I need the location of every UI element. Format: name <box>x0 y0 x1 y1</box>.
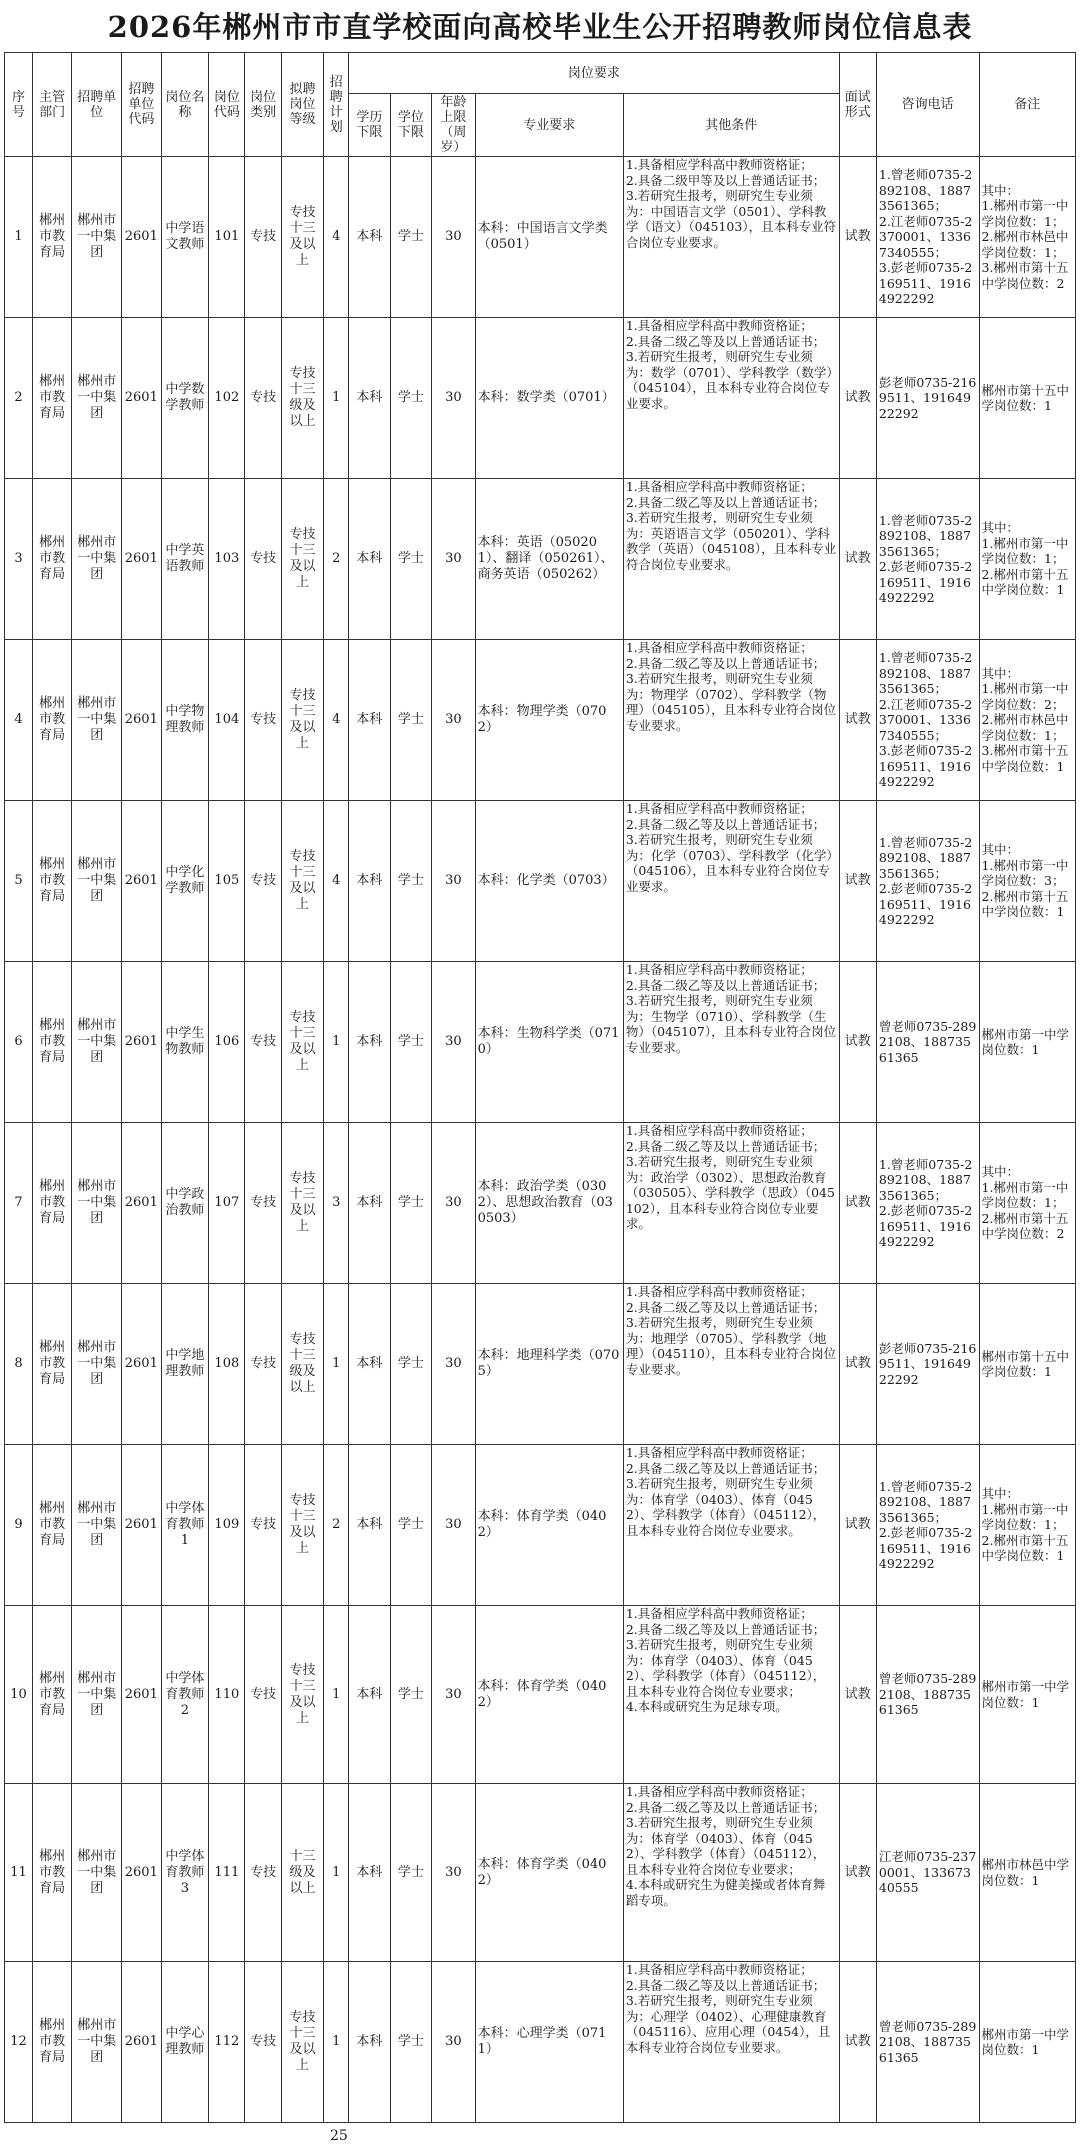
cell-dept: 郴州市教育局 <box>32 962 71 1123</box>
cell-post-level: 专技十三及以上 <box>281 1606 324 1784</box>
cell-note: 其中： 1.郴州市第一中学岗位数：2； 2.郴州市林邑中学岗位数：1； 3.郴州市第十五中学岗位数：1 <box>979 640 1076 801</box>
cell-edu: 本科 <box>349 1606 390 1784</box>
cell-interview: 试教 <box>839 801 876 962</box>
cell-post-name: 中学语文教师 <box>161 157 209 318</box>
cell-interview: 试教 <box>839 1606 876 1784</box>
page-title: 2026年郴州市市直学校面向高校毕业生公开招聘教师岗位信息表 <box>107 10 973 44</box>
cell-post-code: 112 <box>209 1962 245 2123</box>
cell-unit-code: 2601 <box>122 1962 161 2123</box>
cell-age: 30 <box>432 640 476 801</box>
cell-plan: 1 <box>324 1962 349 2123</box>
cell-edu: 本科 <box>349 1962 390 2123</box>
cell-degree: 学士 <box>390 1445 431 1606</box>
cell-other: 1.具备相应学科高中教师资格证； 2.具备二级乙等及以上普通话证书； 3.若研究生报考，则研究生专业须为：体育学（0403）、体育（0452）、学科教学（体育）（045112），且本科专业符合岗位专业要求； 4.本科或研究生为足球专项。 <box>623 1606 839 1784</box>
cell-unit: 郴州市一中集团 <box>72 640 122 801</box>
cell-interview: 试教 <box>839 318 876 479</box>
cell-other: 1.具备相应学科高中教师资格证； 2.具备二级乙等及以上普通话证书； 3.若研究生报考，则研究生专业须为：英语语言文学（050201）、学科教学（英语）（045108），且本科专业符合岗位专业要求。 <box>623 479 839 640</box>
table-row <box>5 1123 1076 1284</box>
cell-post-type: 专技 <box>245 157 281 318</box>
cell-post-type: 专技 <box>245 1445 281 1606</box>
cell-post-level: 专技十三及以上 <box>281 640 324 801</box>
cell-interview: 试教 <box>839 157 876 318</box>
cell-major: 本科：心理学类（0711） <box>475 1962 623 2123</box>
cell-major: 本科：政治学类（0302）、思想政治教育（030503） <box>475 1123 623 1284</box>
cell-other: 1.具备相应学科高中教师资格证； 2.具备二级乙等及以上普通话证书； 3.若研究生报考，则研究生专业须为：物理学（0702）、学科教学（物理）（045105），且本科专业符合岗位专业要求。 <box>623 640 839 801</box>
cell-note: 其中： 1.郴州市第一中学岗位数：1； 2.郴州市第十五中学岗位数：2 <box>979 1123 1076 1284</box>
cell-phone: 1.曾老师0735-2892108、18873561365； 2.江老师0735-2370001、13367340555； 3.彭老师0735-2169511、19164922292 <box>876 157 979 318</box>
cell-phone: 1.曾老师0735-2892108、18873561365； 2.彭老师0735-2169511、19164922292 <box>876 801 979 962</box>
cell-dept: 郴州市教育局 <box>32 157 71 318</box>
table-row <box>5 962 1076 1123</box>
cell-unit-code: 2601 <box>122 1284 161 1445</box>
table-body <box>5 157 1076 2123</box>
cell-phone: 1.曾老师0735-2892108、18873561365； 2.彭老师0735-2169511、19164922292 <box>876 1445 979 1606</box>
cell-post-type: 专技 <box>245 479 281 640</box>
cell-other: 1.具备相应学科高中教师资格证； 2.具备二级乙等及以上普通话证书； 3.若研究生报考，则研究生专业须为：心理学（0402）、心理健康教育（045116）、应用心理（0454），且本科专业符合岗位专业要求。 <box>623 1962 839 2123</box>
cell-unit: 郴州市一中集团 <box>72 318 122 479</box>
cell-note: 郴州市第一中学岗位数：1 <box>979 1962 1076 2123</box>
header-plan: 招聘计划 <box>324 53 349 157</box>
cell-edu: 本科 <box>349 157 390 318</box>
table-row <box>5 1445 1076 1606</box>
cell-post-name: 中学英语教师 <box>161 479 209 640</box>
header-requirements: 岗位要求 <box>349 53 839 94</box>
cell-post-type: 专技 <box>245 640 281 801</box>
cell-degree: 学士 <box>390 801 431 962</box>
cell-major: 本科：生物科学类（0710） <box>475 962 623 1123</box>
cell-post-name: 中学体育教师3 <box>161 1784 209 1962</box>
cell-post-name: 中学体育教师1 <box>161 1445 209 1606</box>
table-row <box>5 1962 1076 2123</box>
cell-degree: 学士 <box>390 1606 431 1784</box>
cell-plan: 4 <box>324 157 349 318</box>
cell-post-type: 专技 <box>245 1606 281 1784</box>
cell-interview: 试教 <box>839 1962 876 2123</box>
cell-post-type: 专技 <box>245 1784 281 1962</box>
cell-dept: 郴州市教育局 <box>32 640 71 801</box>
cell-post-name: 中学化学教师 <box>161 801 209 962</box>
cell-plan: 1 <box>324 962 349 1123</box>
cell-plan: 2 <box>324 1445 349 1606</box>
cell-other: 1.具备相应学科高中教师资格证； 2.具备二级乙等及以上普通话证书； 3.若研究生报考，则研究生专业须为：地理学（0705）、学科教学（地理）（045110），且本科专业符合岗位专业要求。 <box>623 1284 839 1445</box>
cell-degree: 学士 <box>390 479 431 640</box>
cell-degree: 学士 <box>390 962 431 1123</box>
cell-plan: 2 <box>324 479 349 640</box>
cell-degree: 学士 <box>390 640 431 801</box>
table-row <box>5 479 1076 640</box>
cell-plan: 1 <box>324 1284 349 1445</box>
cell-post-level: 专技十三及以上 <box>281 157 324 318</box>
cell-plan: 1 <box>324 1784 349 1962</box>
cell-edu: 本科 <box>349 962 390 1123</box>
cell-post-level: 专技十三及以上 <box>281 801 324 962</box>
cell-seq: 12 <box>5 1962 33 2123</box>
cell-post-code: 104 <box>209 640 245 801</box>
cell-dept: 郴州市教育局 <box>32 1606 71 1784</box>
cell-post-level: 专技十三及以上 <box>281 1962 324 2123</box>
cell-age: 30 <box>432 1284 476 1445</box>
cell-unit: 郴州市一中集团 <box>72 157 122 318</box>
cell-dept: 郴州市教育局 <box>32 1123 71 1284</box>
header-row <box>5 53 1076 94</box>
cell-major: 本科：体育学类（0402） <box>475 1606 623 1784</box>
cell-note: 郴州市林邑中学岗位数：1 <box>979 1784 1076 1962</box>
cell-age: 30 <box>432 1784 476 1962</box>
cell-unit: 郴州市一中集团 <box>72 1445 122 1606</box>
header-seq: 序号 <box>5 53 33 157</box>
cell-seq: 5 <box>5 801 33 962</box>
cell-phone: 彭老师0735-2169511、19164922292 <box>876 318 979 479</box>
cell-post-type: 专技 <box>245 801 281 962</box>
cell-seq: 10 <box>5 1606 33 1784</box>
cell-phone: 曾老师0735-2892108、18873561365 <box>876 962 979 1123</box>
header-post-level: 拟聘岗位等级 <box>281 53 324 157</box>
cell-age: 30 <box>432 157 476 318</box>
cell-major: 本科：数学类（0701） <box>475 318 623 479</box>
cell-plan: 4 <box>324 640 349 801</box>
table-row <box>5 157 1076 318</box>
cell-degree: 学士 <box>390 1962 431 2123</box>
cell-age: 30 <box>432 1962 476 2123</box>
cell-post-code: 111 <box>209 1784 245 1962</box>
cell-post-code: 107 <box>209 1123 245 1284</box>
cell-major: 本科：中国语言文学类（0501） <box>475 157 623 318</box>
cell-unit: 郴州市一中集团 <box>72 962 122 1123</box>
table-row <box>5 318 1076 479</box>
cell-note: 郴州市第一中学岗位数：1 <box>979 962 1076 1123</box>
cell-edu: 本科 <box>349 801 390 962</box>
header-other: 其他条件 <box>623 94 839 157</box>
cell-edu: 本科 <box>349 1445 390 1606</box>
cell-seq: 7 <box>5 1123 33 1284</box>
cell-phone: 江老师0735-2370001、13367340555 <box>876 1784 979 1962</box>
cell-post-level: 专技十三及以上 <box>281 962 324 1123</box>
cell-edu: 本科 <box>349 640 390 801</box>
cell-interview: 试教 <box>839 640 876 801</box>
cell-seq: 2 <box>5 318 33 479</box>
cell-post-name: 中学心理教师 <box>161 1962 209 2123</box>
cell-major: 本科：体育学类（0402） <box>475 1445 623 1606</box>
cell-other: 1.具备相应学科高中教师资格证； 2.具备二级甲等及以上普通话证书； 3.若研究生报考，则研究生专业须为：中国语言文学（0501）、学科教学（语文）（045103），且本科专业符合岗位专业要求。 <box>623 157 839 318</box>
cell-other: 1.具备相应学科高中教师资格证； 2.具备二级乙等及以上普通话证书； 3.若研究生报考，则研究生专业须为：政治学（0302）、思想政治教育（030505）、学科教学（思政）（045102），且本科专业符合岗位专业要求。 <box>623 1123 839 1284</box>
table-row <box>5 1784 1076 1962</box>
cell-degree: 学士 <box>390 1784 431 1962</box>
cell-phone: 曾老师0735-2892108、18873561365 <box>876 1606 979 1784</box>
cell-unit: 郴州市一中集团 <box>72 479 122 640</box>
cell-post-level: 专技十三级及以上 <box>281 1284 324 1445</box>
cell-edu: 本科 <box>349 318 390 479</box>
cell-phone: 曾老师0735-2892108、18873561365 <box>876 1962 979 2123</box>
cell-note: 郴州市第十五中学岗位数：1 <box>979 318 1076 479</box>
cell-unit-code: 2601 <box>122 962 161 1123</box>
cell-other: 1.具备相应学科高中教师资格证； 2.具备二级乙等及以上普通话证书； 3.若研究生报考，则研究生专业须为：体育学（0403）、体育（0452）、学科教学（体育）（045112），且本科专业符合岗位专业要求。 <box>623 1445 839 1606</box>
table-row <box>5 801 1076 962</box>
cell-degree: 学士 <box>390 157 431 318</box>
cell-dept: 郴州市教育局 <box>32 1962 71 2123</box>
cell-post-type: 专技 <box>245 1123 281 1284</box>
header-phone: 咨询电话 <box>876 53 979 157</box>
cell-unit-code: 2601 <box>122 1123 161 1284</box>
cell-unit-code: 2601 <box>122 1606 161 1784</box>
cell-post-level: 专技十三及以上 <box>281 1445 324 1606</box>
cell-post-name: 中学地理教师 <box>161 1284 209 1445</box>
cell-other: 1.具备相应学科高中教师资格证； 2.具备二级乙等及以上普通话证书； 3.若研究生报考，则研究生专业须为：化学（0703）、学科教学（化学）（045106），且本科专业符合岗位专业要求。 <box>623 801 839 962</box>
cell-post-code: 102 <box>209 318 245 479</box>
cell-interview: 试教 <box>839 1784 876 1962</box>
cell-post-type: 专技 <box>245 962 281 1123</box>
cell-phone: 1.曾老师0735-2892108、18873561365； 2.江老师0735-2370001、13367340555； 3.彭老师0735-2169511、19164922292 <box>876 640 979 801</box>
table-row <box>5 1284 1076 1445</box>
cell-age: 30 <box>432 1123 476 1284</box>
cell-interview: 试教 <box>839 1123 876 1284</box>
cell-dept: 郴州市教育局 <box>32 801 71 962</box>
header-post-code: 岗位代码 <box>209 53 245 157</box>
cell-phone: 1.曾老师0735-2892108、18873561365； 2.彭老师0735-2169511、19164922292 <box>876 1123 979 1284</box>
header-interview: 面试形式 <box>839 53 876 157</box>
cell-unit: 郴州市一中集团 <box>72 1784 122 1962</box>
cell-edu: 本科 <box>349 1284 390 1445</box>
cell-edu: 本科 <box>349 1123 390 1284</box>
cell-unit: 郴州市一中集团 <box>72 1962 122 2123</box>
cell-unit-code: 2601 <box>122 801 161 962</box>
cell-seq: 8 <box>5 1284 33 1445</box>
cell-interview: 试教 <box>839 479 876 640</box>
cell-unit-code: 2601 <box>122 1784 161 1962</box>
cell-post-code: 103 <box>209 479 245 640</box>
recruitment-table <box>4 52 1076 2123</box>
header-dept: 主管部门 <box>32 53 71 157</box>
header-post-type: 岗位类别 <box>245 53 281 157</box>
cell-post-code: 105 <box>209 801 245 962</box>
cell-dept: 郴州市教育局 <box>32 1784 71 1962</box>
cell-dept: 郴州市教育局 <box>32 1445 71 1606</box>
cell-post-code: 101 <box>209 157 245 318</box>
cell-post-code: 109 <box>209 1445 245 1606</box>
cell-major: 本科：体育学类（0402） <box>475 1784 623 1962</box>
header-edu: 学历下限 <box>349 94 390 157</box>
cell-dept: 郴州市教育局 <box>32 318 71 479</box>
cell-note: 郴州市第一中学岗位数：1 <box>979 1606 1076 1784</box>
cell-dept: 郴州市教育局 <box>32 479 71 640</box>
cell-seq: 3 <box>5 479 33 640</box>
header-age: 年龄上限（周岁） <box>432 94 476 157</box>
cell-seq: 4 <box>5 640 33 801</box>
header-major: 专业要求 <box>475 94 623 157</box>
table-row <box>5 1606 1076 1784</box>
cell-degree: 学士 <box>390 1123 431 1284</box>
cell-unit: 郴州市一中集团 <box>72 801 122 962</box>
cell-post-level: 十三级及以上 <box>281 1784 324 1962</box>
cell-interview: 试教 <box>839 1445 876 1606</box>
cell-age: 30 <box>432 1445 476 1606</box>
cell-post-type: 专技 <box>245 1962 281 2123</box>
cell-unit: 郴州市一中集团 <box>72 1123 122 1284</box>
cell-unit-code: 2601 <box>122 640 161 801</box>
header-degree: 学位下限 <box>390 94 431 157</box>
cell-age: 30 <box>432 1606 476 1784</box>
cell-unit-code: 2601 <box>122 479 161 640</box>
header-note: 备注 <box>979 53 1076 157</box>
header-post-name: 岗位名称 <box>161 53 209 157</box>
cell-unit-code: 2601 <box>122 318 161 479</box>
cell-phone: 彭老师0735-2169511、19164922292 <box>876 1284 979 1445</box>
cell-age: 30 <box>432 479 476 640</box>
page-number: 25 <box>330 2128 348 2144</box>
cell-age: 30 <box>432 318 476 479</box>
cell-major: 本科：地理科学类（0705） <box>475 1284 623 1445</box>
cell-interview: 试教 <box>839 1284 876 1445</box>
cell-seq: 6 <box>5 962 33 1123</box>
cell-seq: 11 <box>5 1784 33 1962</box>
cell-post-name: 中学物理教师 <box>161 640 209 801</box>
cell-note: 其中： 1.郴州市第一中学岗位数：3； 2.郴州市第十五中学岗位数：1 <box>979 801 1076 962</box>
cell-unit: 郴州市一中集团 <box>72 1284 122 1445</box>
table-row <box>5 640 1076 801</box>
cell-post-name: 中学体育教师2 <box>161 1606 209 1784</box>
cell-other: 1.具备相应学科高中教师资格证； 2.具备二级乙等及以上普通话证书； 3.若研究生报考，则研究生专业须为：体育学（0403）、体育（0452）、学科教学（体育）（045112），且本科专业符合岗位专业要求； 4.本科或研究生为健美操或者体育舞蹈专项。 <box>623 1784 839 1962</box>
cell-major: 本科：化学类（0703） <box>475 801 623 962</box>
cell-degree: 学士 <box>390 318 431 479</box>
cell-post-type: 专技 <box>245 1284 281 1445</box>
cell-dept: 郴州市教育局 <box>32 1284 71 1445</box>
cell-post-code: 108 <box>209 1284 245 1445</box>
cell-plan: 1 <box>324 318 349 479</box>
header-unit: 招聘单位 <box>72 53 122 157</box>
cell-note: 其中： 1.郴州市第一中学岗位数：1； 2.郴州市第十五中学岗位数：1 <box>979 479 1076 640</box>
cell-edu: 本科 <box>349 1784 390 1962</box>
cell-plan: 4 <box>324 801 349 962</box>
cell-note: 其中： 1.郴州市第一中学岗位数：1； 2.郴州市第十五中学岗位数：1 <box>979 1445 1076 1606</box>
cell-note: 郴州市第十五中学岗位数：1 <box>979 1284 1076 1445</box>
cell-interview: 试教 <box>839 962 876 1123</box>
cell-note: 其中： 1.郴州市第一中学岗位数：1； 2.郴州市林邑中学岗位数：1； 3.郴州市第十五中学岗位数：2 <box>979 157 1076 318</box>
cell-unit-code: 2601 <box>122 1445 161 1606</box>
header-unit-code: 招聘单位代码 <box>122 53 161 157</box>
cell-unit-code: 2601 <box>122 157 161 318</box>
cell-seq: 1 <box>5 157 33 318</box>
cell-edu: 本科 <box>349 479 390 640</box>
cell-age: 30 <box>432 801 476 962</box>
cell-post-code: 110 <box>209 1606 245 1784</box>
cell-unit: 郴州市一中集团 <box>72 1606 122 1784</box>
cell-post-code: 106 <box>209 962 245 1123</box>
cell-post-name: 中学生物教师 <box>161 962 209 1123</box>
cell-post-name: 中学数学教师 <box>161 318 209 479</box>
cell-post-level: 专技十三级及以上 <box>281 318 324 479</box>
cell-plan: 1 <box>324 1606 349 1784</box>
cell-post-level: 专技十三及以上 <box>281 479 324 640</box>
cell-other: 1.具备相应学科高中教师资格证； 2.具备二级乙等及以上普通话证书； 3.若研究生报考，则研究生专业须为：数学（0701）、学科教学（数学）（045104），且本科专业符合岗位专业要求。 <box>623 318 839 479</box>
cell-post-type: 专技 <box>245 318 281 479</box>
cell-plan: 3 <box>324 1123 349 1284</box>
cell-post-level: 专技十三及以上 <box>281 1123 324 1284</box>
cell-seq: 9 <box>5 1445 33 1606</box>
cell-phone: 1.曾老师0735-2892108、18873561365； 2.彭老师0735-2169511、19164922292 <box>876 479 979 640</box>
cell-major: 本科：物理学类（0702） <box>475 640 623 801</box>
cell-post-name: 中学政治教师 <box>161 1123 209 1284</box>
cell-other: 1.具备相应学科高中教师资格证； 2.具备二级乙等及以上普通话证书； 3.若研究生报考，则研究生专业须为：生物学（0710）、学科教学（生物）（045107），且本科专业符合岗位专业要求。 <box>623 962 839 1123</box>
cell-degree: 学士 <box>390 1284 431 1445</box>
cell-age: 30 <box>432 962 476 1123</box>
cell-major: 本科：英语（050201）、翻译（050261）、商务英语（050262） <box>475 479 623 640</box>
